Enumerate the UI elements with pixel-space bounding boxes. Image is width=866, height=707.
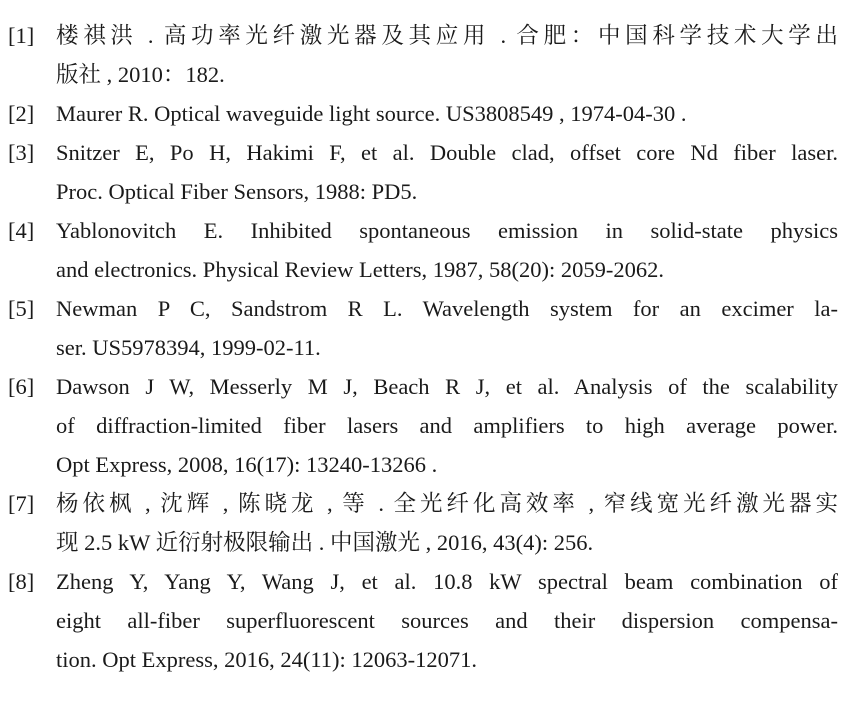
reference-text-line: tion. Opt Express, 2016, 24(11): 12063-12071. — [56, 647, 478, 672]
reference-text-line: of diffraction-limited fiber lasers and amplifiers to high average power. — [56, 413, 838, 438]
reference-item — [8, 289, 838, 367]
reference-text-line: Dawson J W, Messerly M J, Beach R J, et al. Analysis of the scalability — [56, 374, 838, 399]
reference-number: [3] — [8, 140, 35, 165]
reference-item — [8, 133, 838, 211]
reference-text-line: eight all-fiber superfluorescent sources and their dispersion compensa- — [56, 608, 838, 633]
reference-item — [8, 94, 838, 133]
reference-text-line: 版社 , 2010：182. — [56, 62, 225, 87]
reference-number: [8] — [8, 569, 35, 594]
reference-text-line: Yablonovitch E. Inhibited spontaneous emission in solid-state physics — [56, 218, 838, 243]
reference-number: [1] — [8, 23, 35, 48]
reference-text-line: Newman P C, Sandstrom R L. Wavelength system for an excimer la- — [56, 296, 838, 321]
reference-number: [4] — [8, 218, 35, 243]
reference-number: [6] — [8, 374, 35, 399]
reference-item — [8, 367, 838, 484]
reference-text-line: 现 2.5 kW 近衍射极限输出 . 中国激光 , 2016, 43(4): 256. — [56, 530, 594, 555]
reference-number: [7] — [8, 491, 35, 516]
reference-text-line: Opt Express, 2008, 16(17): 13240-13266 . — [56, 452, 438, 477]
reference-text-line: Zheng Y, Yang Y, Wang J, et al. 10.8 kW spectral beam combination of — [56, 569, 838, 594]
reference-text-line: ser. US5978394, 1999-02-11. — [56, 335, 321, 360]
reference-item — [8, 211, 838, 289]
reference-number: [5] — [8, 296, 35, 321]
reference-item — [8, 484, 838, 562]
reference-text-line: and electronics. Physical Review Letters, 1987, 58(20): 2059-2062. — [56, 257, 664, 282]
reference-text-line: 杨依枫 , 沈辉 , 陈晓龙 , 等 . 全光纤化高效率 , 窄线宽光纤激光器实 — [56, 491, 838, 516]
reference-number: [2] — [8, 101, 35, 126]
reference-text-line: Maurer R. Optical waveguide light source. US3808549 , 1974-04-30 . — [56, 101, 687, 126]
reference-text-line: Snitzer E, Po H, Hakimi F, et al. Double clad, offset core Nd fiber laser. — [56, 140, 838, 165]
reference-list — [8, 16, 838, 679]
reference-text-line: Proc. Optical Fiber Sensors, 1988: PD5. — [56, 179, 418, 204]
reference-item — [8, 16, 838, 94]
reference-text-line: 楼祺洪 . 高功率光纤激光器及其应用 . 合肥：中国科学技术大学出 — [56, 23, 838, 48]
reference-item — [8, 562, 838, 679]
